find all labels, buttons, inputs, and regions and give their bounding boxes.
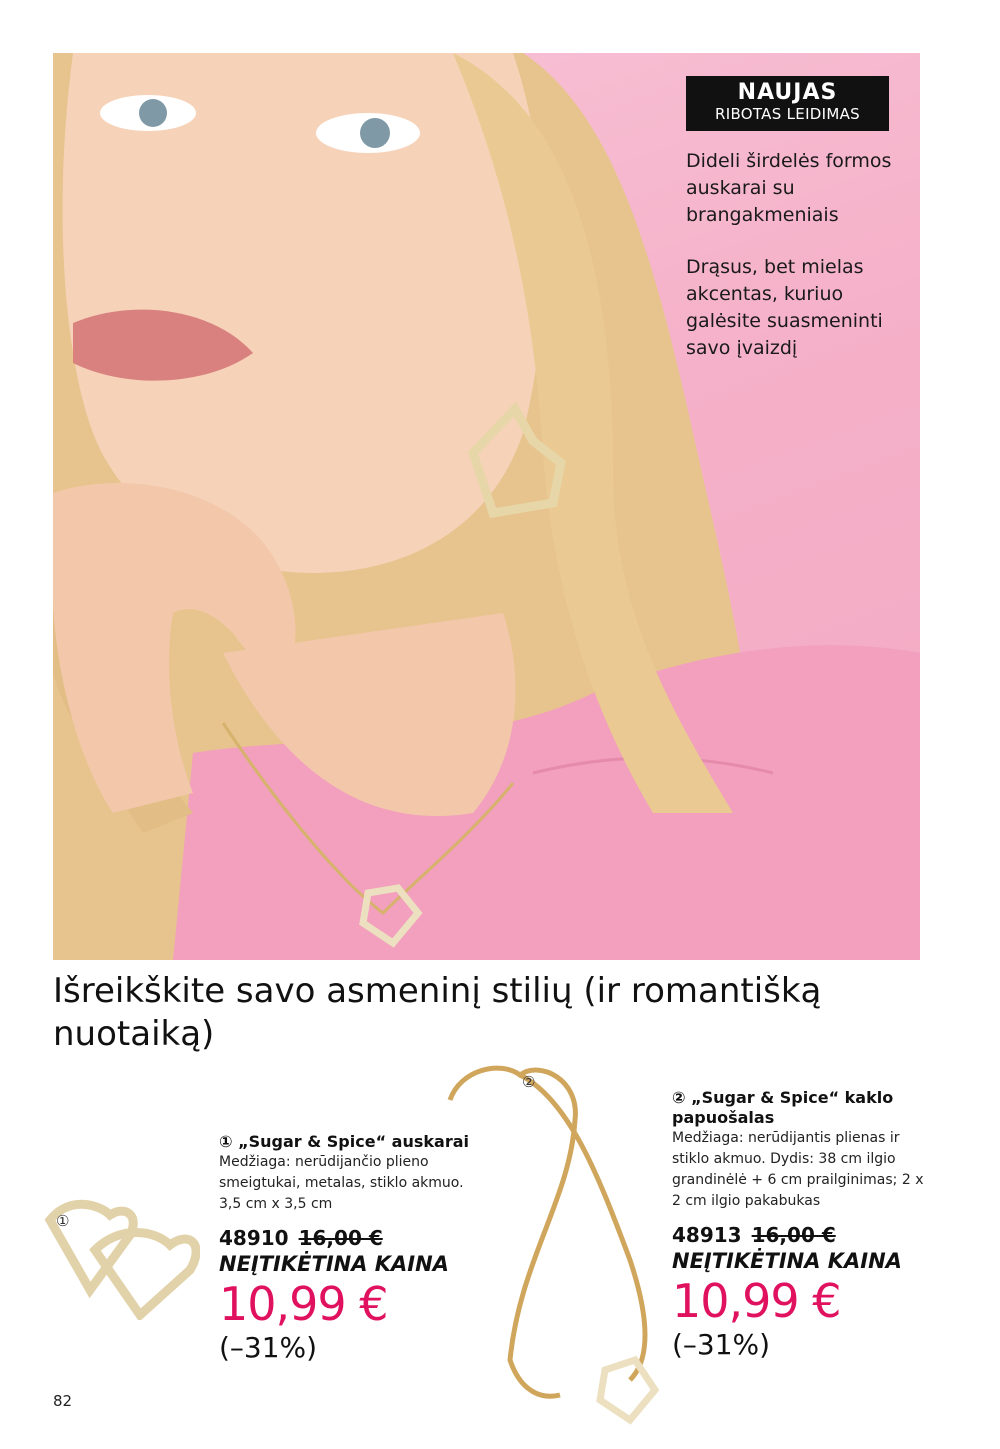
- promo-label: NEĮTIKĖTINA KAINA: [672, 1249, 902, 1273]
- page-number: 82: [53, 1392, 73, 1410]
- old-price: 16,00 €: [298, 1226, 383, 1250]
- sale-price: 10,99 €: [219, 1277, 388, 1331]
- page-headline: Išreikškite savo asmeninį stilių (ir romantišką nuotaiką): [53, 971, 822, 1054]
- discount-percent: (–31%): [672, 1328, 771, 1361]
- marker-1: ①: [56, 1212, 70, 1230]
- promo-label: NEĮTIKĖTINA KAINA: [219, 1252, 449, 1276]
- product-code: 48913: [672, 1223, 742, 1247]
- code-row: [219, 1225, 479, 1251]
- badge-title: NAUJAS: [737, 80, 838, 105]
- earrings-product-image: [30, 1190, 200, 1320]
- old-price: 16,00 €: [751, 1223, 836, 1247]
- product-earrings: [219, 1132, 479, 1365]
- hero-description-1: Dideli širdelės formos auskarai su brangakmeniais: [686, 150, 892, 226]
- marker-2: ②: [522, 1073, 536, 1091]
- product-description: Medžiaga: nerūdijantis plienas ir stiklo akmuo. Dydis: 38 cm ilgio grandinėlė + 6 cm prailginimas; 2 x 2 cm ilgio pakabukas: [672, 1130, 924, 1209]
- product-title: ② „Sugar & Spice“ kaklo papuošalas: [672, 1088, 894, 1127]
- new-limited-badge: [686, 76, 889, 131]
- product-code: 48910: [219, 1226, 289, 1250]
- product-title: ① „Sugar & Spice“ auskarai: [219, 1132, 469, 1151]
- discount-percent: (–31%): [219, 1331, 318, 1364]
- code-row: [672, 1222, 932, 1248]
- hero-description-2: Drąsus, bet mielas akcentas, kuriuo galėsite suasmeninti savo įvaizdį: [686, 256, 883, 359]
- sale-price: 10,99 €: [672, 1274, 841, 1328]
- product-description: Medžiaga: nerūdijančio plieno smeigtukai, metalas, stiklo akmuo. 3,5 cm x 3,5 cm: [219, 1154, 464, 1212]
- badge-subtitle: RIBOTAS LEIDIMAS: [715, 105, 860, 123]
- product-necklace: [672, 1088, 932, 1362]
